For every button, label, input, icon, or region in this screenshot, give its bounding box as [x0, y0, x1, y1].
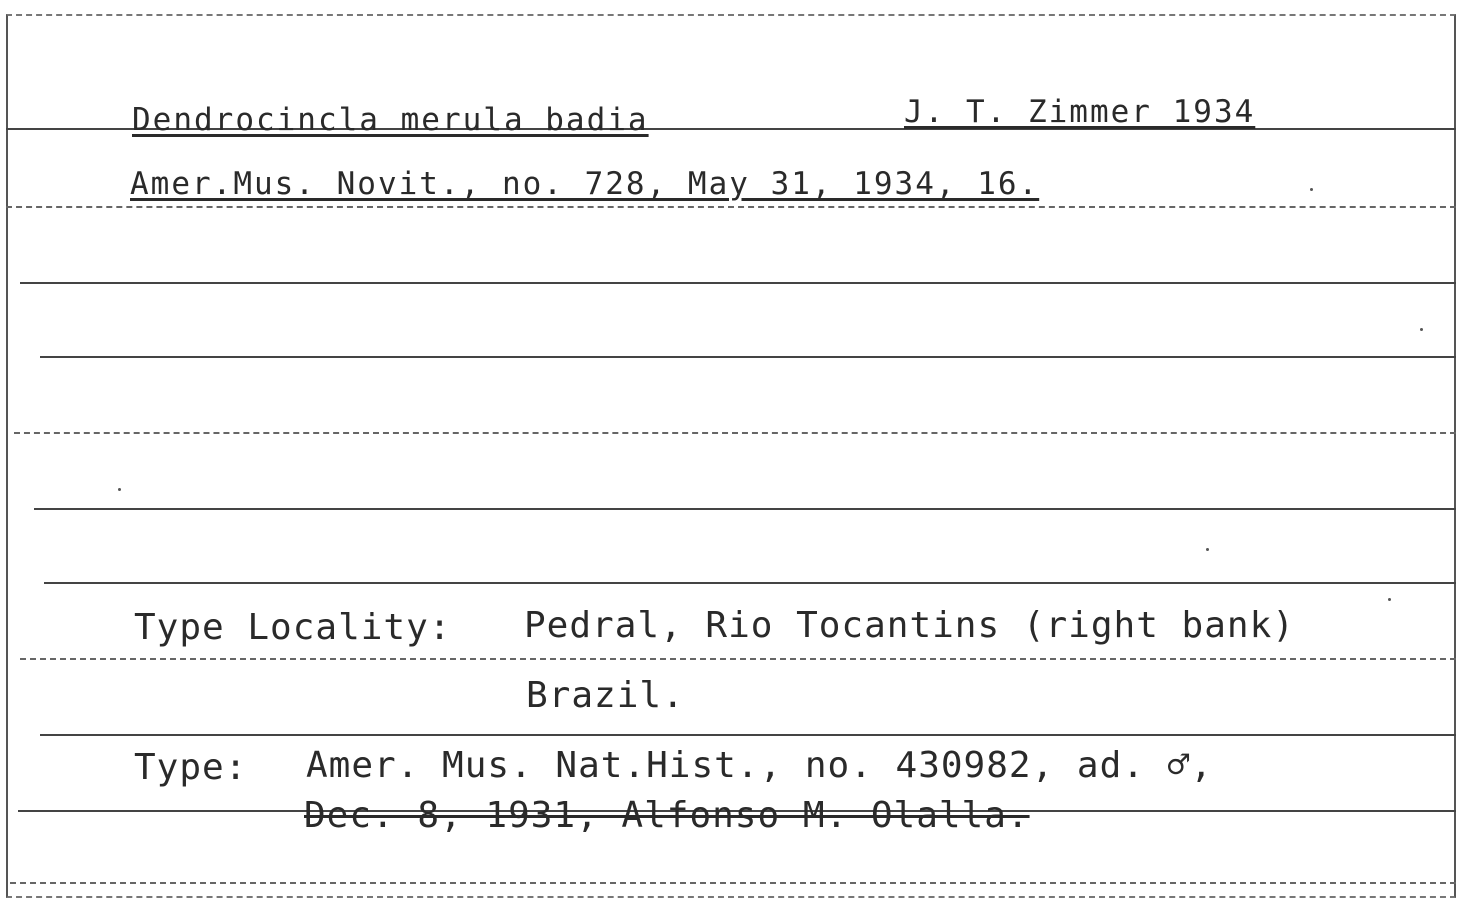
- type-locality-line1: Pedral, Rio Tocantins (right bank): [524, 605, 1295, 646]
- scan-speck: [1206, 548, 1209, 551]
- ruled-line: [40, 356, 1456, 358]
- type-locality-label: Type Locality:: [134, 607, 452, 648]
- scan-speck: [1388, 598, 1391, 601]
- species-name: Dendrocincla merula badia: [132, 102, 649, 138]
- scan-speck: [1310, 188, 1313, 191]
- ruled-line: [34, 508, 1456, 510]
- type-label: Type:: [134, 747, 248, 788]
- ruled-line: [14, 432, 1456, 434]
- ruled-line: [20, 658, 1456, 660]
- ruled-line: [40, 734, 1456, 736]
- scan-speck: [1420, 328, 1423, 331]
- type-locality-line2: Brazil.: [526, 675, 685, 716]
- ruled-line: [20, 282, 1456, 284]
- citation: Amer.Mus. Novit., no. 728, May 31, 1934, 16.: [130, 166, 1040, 202]
- ruled-line: [44, 582, 1456, 584]
- author-year: J. T. Zimmer 1934: [904, 94, 1256, 130]
- scan-speck: [118, 488, 121, 491]
- type-line1: Amer. Mus. Nat.Hist., no. 430982, ad. ♂,: [306, 745, 1213, 786]
- ruled-line: [6, 206, 1456, 208]
- ruled-line: [10, 882, 1456, 884]
- type-line2: Dec. 8, 1931, Alfonso M. Olalla.: [304, 795, 1030, 836]
